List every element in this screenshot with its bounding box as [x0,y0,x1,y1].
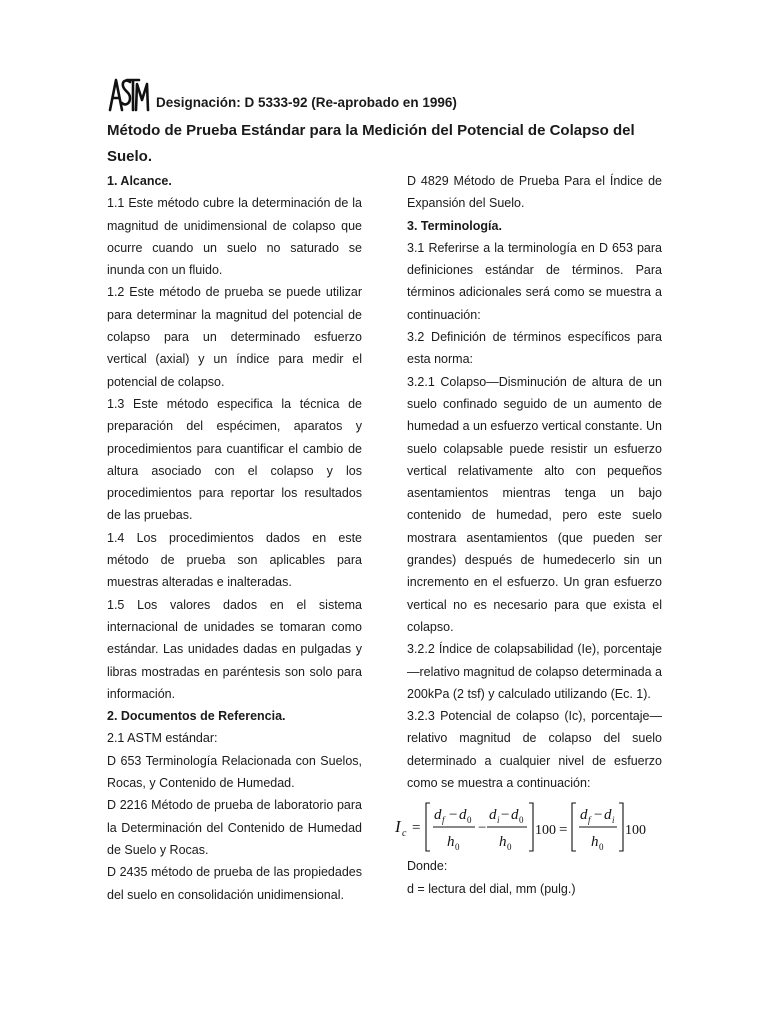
astm-logo [108,76,150,112]
formula-t1-minus: − [449,807,458,824]
formula-t3-den-sub: 0 [599,842,604,853]
document-header [108,76,457,112]
paragraph: 1.3 Este método especifica la técnica de preparación del espécimen, aparatos y procedimientos para cuantificar el cambio de altura asociado con el colapso y los procedimientos para reportar los resultados de las pruebas. [107,396,362,523]
formula-bracket2-close [619,803,623,851]
formula-t1-num-a: d [434,807,442,824]
left-column [107,170,362,906]
section-heading: 1. Alcance. [107,174,172,188]
formula-t3-num-a-sub: f [588,815,591,826]
formula-lhs: I [395,817,401,837]
designation-text: Designación: D 5333-92 (Re-aprobado en 1996) [156,95,457,110]
paragraph: 3.2.3 Potencial de colapso (Ic), porcentaje—relativo magnitud de colapso del suelo determinado a cualquier nivel de esfuerzo como se muestra a continuación: [407,709,662,791]
formula-t1-num-b-sub: 0 [467,815,472,826]
formula-t2-num-a: d [489,807,497,824]
formula-t3-minus: − [594,807,603,824]
right-column [395,170,663,900]
formula-t3-den: h [591,834,599,851]
formula-bracket-open [426,803,430,851]
paragraph: Donde: [407,859,448,874]
formula-t2-den-sub: 0 [507,842,512,853]
paragraph: 1.1 Este método cubre la determinación de la magnitud de unidimensional de colapso que ocurre cuando un suelo no saturado se inunda con un fluido. [107,196,362,278]
formula-factor-1: 100 [535,823,556,839]
paragraph: 3.2 Definición de términos específicos para esta norma: [407,330,662,367]
paragraph: D 2435 método de prueba de las propiedades del suelo en consolidación unidimensional. [107,865,362,902]
paragraph: D 653 Terminología Relacionada con Suelos, Rocas, y Contenido de Humedad. [107,753,362,791]
paragraph: d = lectura del dial, mm (pulg.) [407,881,576,896]
formula-t2-num-b-sub: 0 [519,815,524,826]
formula-equals-2: = [559,822,568,839]
formula-t3-num-b-sub: i [612,815,615,826]
collapse-potential-formula [393,797,662,855]
paragraph: D 4829 Método de Prueba Para el Índice de Expansión del Suelo. [407,174,662,211]
formula-t1-den-sub: 0 [455,842,460,853]
formula-t1-den: h [447,834,455,851]
section-heading: 2. Documentos de Referencia. [107,709,286,724]
document-title: Método de Prueba Estándar para la Medición del Potencial de Colapso del Suelo. [107,122,635,165]
paragraph: 3.1 Referirse a la terminología en D 653 para definiciones estándar de términos. Para términos adicionales será como se muestra a continuación: [407,240,662,322]
section-heading: 3. Terminología. [407,218,502,233]
formula-bracket2-open [572,803,576,851]
formula-t2-num-b: d [511,807,519,824]
formula-t1-num-a-sub: f [442,815,445,826]
formula-t2-minus: − [501,807,510,824]
paragraph: 1.5 Los valores dados en el sistema internacional de unidades se tomaran como estándar. Las unidades dadas en pulgadas y libras mostradas en paréntesis son solo para información. [107,597,362,701]
paragraph: D 2216 Método de prueba de laboratorio para la Determinación del Contenido de Humedad de Suelo y Rocas. [107,798,362,857]
formula-factor-2: 100 [625,823,646,839]
paragraph: 3.2.1 Colapso—Disminución de altura de un suelo confinado seguido de un aumento de humedad a un esfuerzo vertical constante. Un suelo colapsable puede resistir un esfuerzo vertical relativamente alto con pequeños asentamientos mientras tenga un bajo contenido de humedad, pero este suelo mostrara asentamientos (que pueden ser grandes) después de humedecerlo sin un incremento en el esfuerzo. Un gran esfuerzo vertical no es necesario para que exista el colapso. [407,374,663,634]
paragraph: 2.1 ASTM estándar: [107,731,218,746]
formula-lhs-sub: c [402,828,407,840]
paragraph: 1.4 Los procedimientos dados en este método de prueba son aplicables para muestras alteradas e inalteradas. [107,530,362,590]
paragraph: 1.2 Este método de prueba se puede utilizar para determinar la magnitud del potencial de colapso para un determinado esfuerzo vertical (axial) y un índice para medir el potencial de colapso. [107,285,362,389]
formula-t3-num-a: d [580,807,588,824]
formula-t2-num-a-sub: i [497,815,500,826]
formula-bracket-close [529,803,533,851]
formula-t3-num-b: d [604,807,612,824]
paragraph: 3.2.2 Índice de colapsabilidad (Ie), porcentaje—relativo magnitud de colapso determinada a 200kPa (2 tsf) y calculado utilizando (Ec. 1). [407,642,663,701]
formula-op: − [478,820,487,837]
formula-equals: = [412,820,421,837]
formula-t1-num-b: d [459,807,467,824]
formula-t2-den: h [499,834,507,851]
